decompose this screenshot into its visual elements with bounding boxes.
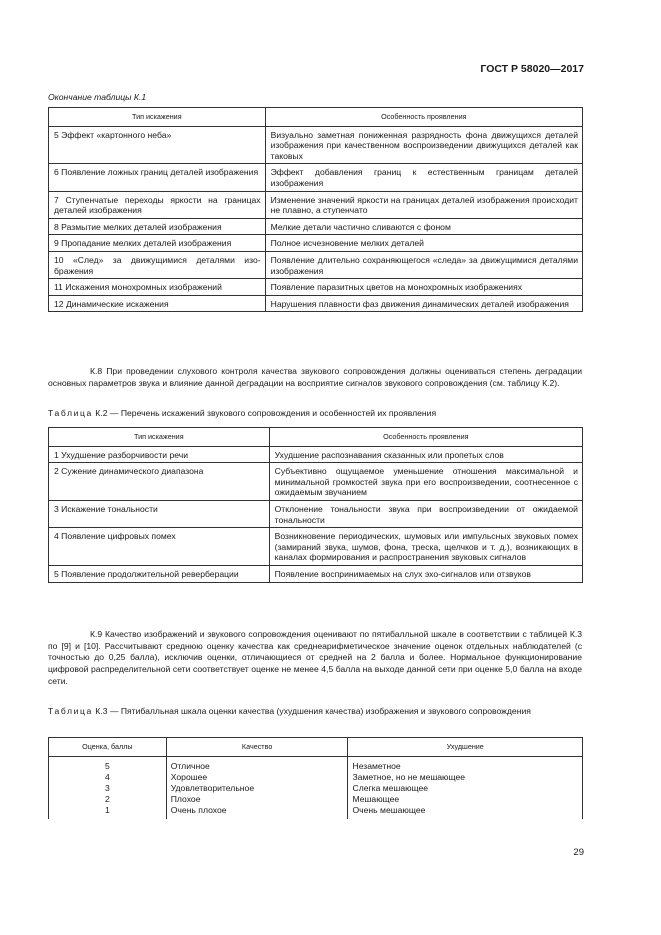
paragraph-k9: К.9 Качество изображений и звукового сопровождения оценивают по пятибалльной шкале в соответствии с таблицей К.3 по [9] и [10]. Рассчитывают среднюю оценку качества как среднеарифметическое значение оценок отдельных наблюдателей (с точностью до 0,25 балла), исключив оценки, отличающиеся от средней на 2 балла и более. Нормальное функционирование цифровой распределительной сети соответствует оценке не менее 4,5 балла на выходе данной сети при оценке 5,0 балла на входе сети. — [48, 629, 582, 686]
table-label: Таблица — [48, 706, 93, 716]
table-k2 — [48, 427, 583, 583]
column-header: Качество — [166, 738, 348, 757]
column-header: Тип искажения — [49, 108, 266, 127]
degradation-cell: Незаметное — [348, 756, 583, 772]
manifestation-cell: Ухудшение распознавания сказанных или пропетых слов — [269, 446, 582, 463]
table-row — [49, 279, 583, 296]
distortion-type-cell: 3 Искажение тональности — [49, 500, 270, 527]
table-title: К.2 — Перечень искажений звукового сопровождения и особенностей их проявления — [95, 408, 437, 418]
distortion-type-cell: 1 Ухудшение разборчивости речи — [49, 446, 270, 463]
table-row — [49, 295, 583, 312]
column-header: Ухудшение — [348, 738, 583, 757]
page-number: 29 — [573, 847, 584, 858]
table-k1 — [48, 107, 583, 312]
distortion-type-cell: 4 Появление цифровых помех — [49, 528, 270, 566]
manifestation-cell: Мелкие детали частично сливаются с фоном — [265, 218, 582, 235]
score-cell: 1 — [49, 805, 167, 819]
manifestation-cell: Появление паразитных цветов на монохромных изображениях — [265, 279, 582, 296]
distortion-type-cell: 12 Динамические искажения — [49, 295, 266, 312]
manifestation-cell: Появление воспринимаемых на слух эхо-сигналов или отзвуков — [269, 565, 582, 582]
score-cell: 2 — [49, 794, 167, 805]
table-row — [49, 251, 583, 278]
table-row — [49, 756, 583, 772]
column-header: Оценка, баллы — [49, 738, 167, 757]
table-label: Таблица — [48, 408, 93, 418]
table-row — [49, 164, 583, 191]
table-row — [49, 565, 583, 582]
score-cell: 5 — [49, 756, 167, 772]
degradation-cell: Слегка мешающее — [348, 783, 583, 794]
distortion-type-cell: 2 Сужение динамического диапазона — [49, 463, 270, 501]
table-row — [49, 446, 583, 463]
table3-caption — [48, 706, 582, 718]
table-row — [49, 235, 583, 252]
degradation-cell: Очень мешающее — [348, 805, 583, 819]
distortion-type-cell: 5 Эффект «картонного неба» — [49, 126, 266, 164]
table-row — [49, 126, 583, 164]
distortion-type-cell: 11 Искажения монохромных изображений — [49, 279, 266, 296]
distortion-type-cell: 5 Появление продолжительной реверберации — [49, 565, 270, 582]
distortion-type-cell: 9 Пропадание мелких деталей изображения — [49, 235, 266, 252]
score-cell: 4 — [49, 772, 167, 783]
distortion-type-cell: 6 Появление ложных границ деталей изображения — [49, 164, 266, 191]
document-code: ГОСТ Р 58020—2017 — [480, 63, 584, 75]
manifestation-cell: Визуально заметная пониженная разрядность фона движущихся деталей изображения при качественном воспроизведении движущихся деталей как таковых — [265, 126, 582, 164]
manifestation-cell: Появление длительно сохраняющегося «следа» за движущимися деталями изображения — [265, 251, 582, 278]
score-cell: 3 — [49, 783, 167, 794]
column-header: Тип искажения — [49, 428, 270, 447]
table-row — [49, 528, 583, 566]
quality-cell: Отличное — [166, 756, 348, 772]
quality-cell: Хорошее — [166, 772, 348, 783]
manifestation-cell: Субъективно ощущаемое уменьшение отношения максимальной и минимальной громкостей звука при его воспроизведении, соотнесенное с ожидаемым звучанием — [269, 463, 582, 501]
table1-caption: Окончание таблицы К.1 — [48, 92, 147, 102]
distortion-type-cell: 8 Размытие мелких деталей изображения — [49, 218, 266, 235]
manifestation-cell: Возникновение периодических, шумовых или импульсных звуковых помех (замираний звука, шумов, фона, треска, щелчков и т. д.), возникающих в каналах формирования и распространения звуковых сигналов — [269, 528, 582, 566]
table-row — [49, 500, 583, 527]
distortion-type-cell: 7 Ступенчатые переходы яркости на границах деталей изображения — [49, 191, 266, 218]
table-k3 — [48, 737, 583, 819]
table-row — [49, 794, 583, 805]
quality-cell: Удовлетворительное — [166, 783, 348, 794]
table-row — [49, 191, 583, 218]
table-title: К.3 — Пятибалльная шкала оценки качества (ухудшения качества) изображения и звукового сопровождения — [95, 706, 531, 716]
quality-cell: Плохое — [166, 794, 348, 805]
table-row — [49, 218, 583, 235]
paragraph-k8: К.8 При проведении слухового контроля качества звукового сопровождения должны оцениваться степень деградации основных параметров звука и влияние данной деградации на восприятие сигналов звукового сопровождения (см. таблицу К.2). — [48, 366, 582, 388]
manifestation-cell: Изменение значений яркости на границах деталей изображения происходит не плавно, а ступенчато — [265, 191, 582, 218]
table-row — [49, 805, 583, 819]
distortion-type-cell: 10 «След» за движущимися деталями изображения — [49, 251, 266, 278]
table-row — [49, 463, 583, 501]
degradation-cell: Заметное, но не мешающее — [348, 772, 583, 783]
column-header: Особенность проявления — [265, 108, 582, 127]
manifestation-cell: Нарушения плавности фаз движения динамических деталей изображения — [265, 295, 582, 312]
table2-caption — [48, 408, 436, 418]
quality-cell: Очень плохое — [166, 805, 348, 819]
column-header: Особенность проявления — [269, 428, 582, 447]
degradation-cell: Мешающее — [348, 794, 583, 805]
manifestation-cell: Эффект добавления границ к естественным границам деталей изображения — [265, 164, 582, 191]
manifestation-cell: Полное исчезновение мелких деталей — [265, 235, 582, 252]
table-row — [49, 783, 583, 794]
table-row — [49, 772, 583, 783]
manifestation-cell: Отклонение тональности звука при воспроизведении от ожидаемой тональности — [269, 500, 582, 527]
